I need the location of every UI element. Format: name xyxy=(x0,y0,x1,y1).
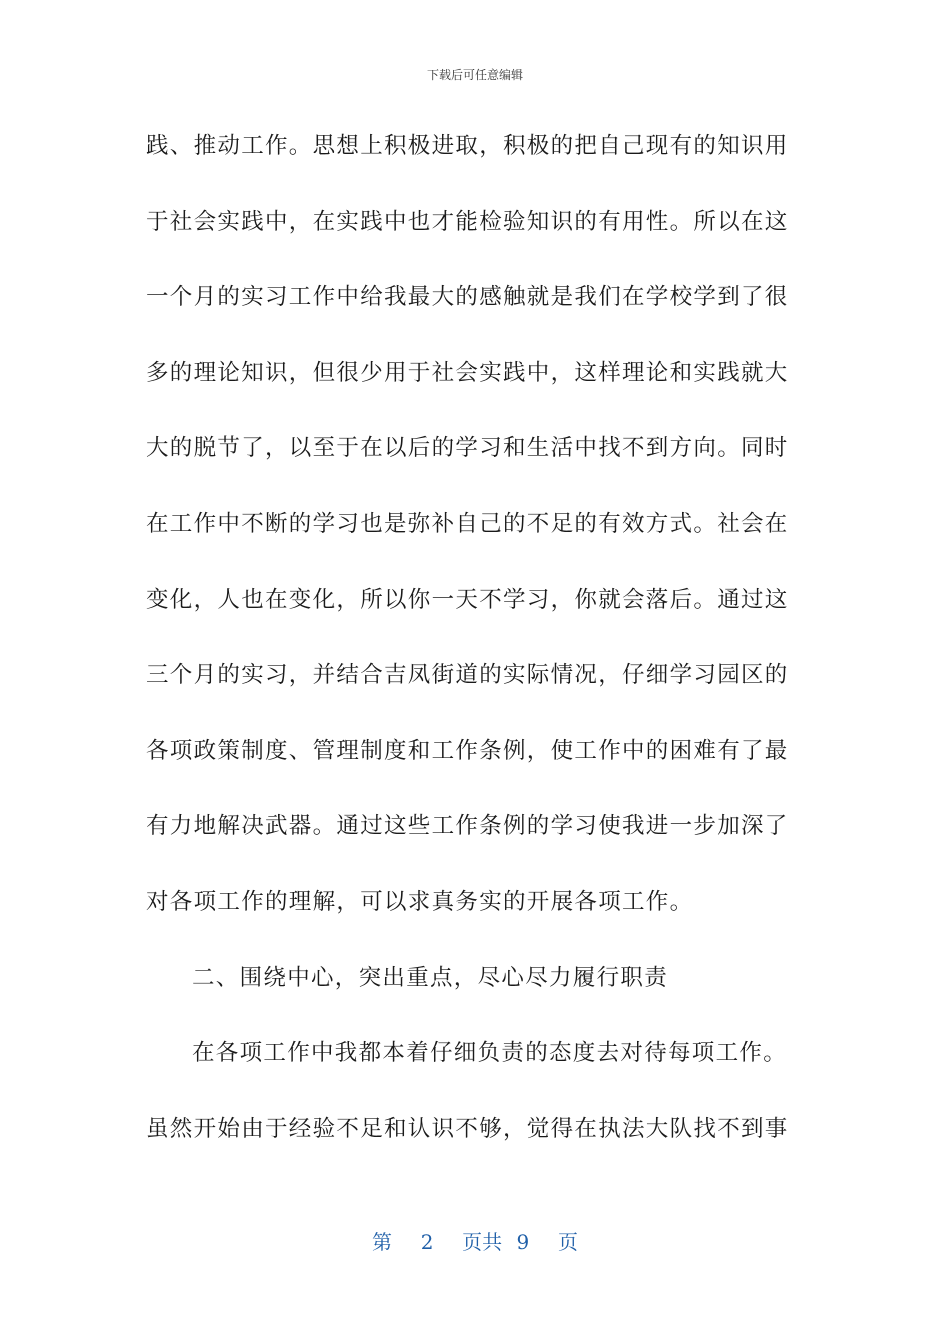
document-body xyxy=(146,122,806,1180)
paragraph-line: 在各项工作中我都本着仔细负责的态度去对待每项工作。 xyxy=(192,1040,788,1067)
paragraph-line: 有力地解决武器。通过这些工作条例的学习使我进一步加深了 xyxy=(146,813,789,840)
section-heading: 二、围绕中心，突出重点，尽心尽力履行职责 xyxy=(192,964,669,991)
paragraph-line: 多的理论知识，但很少用于社会实践中，这样理论和实践就大 xyxy=(146,359,789,386)
paragraph-line: 变化，人也在变化，所以你一天不学习，你就会落后。通过这 xyxy=(146,586,789,613)
page-footer xyxy=(0,1226,950,1255)
paragraph-line: 践、推动工作。思想上积极进取，积极的把自己现有的知识用 xyxy=(146,133,789,159)
paragraph-line: 虽然开始由于经验不足和认识不够，觉得在执法大队找不到事 xyxy=(146,1115,789,1142)
paragraph-line: 三个月的实习，并结合吉凤街道的实际情况，仔细学习园区的 xyxy=(146,662,789,689)
paragraph-line: 在工作中不断的学习也是弥补自己的不足的有效方式。社会在 xyxy=(146,510,789,537)
paragraph-line: 各项政策制度、管理制度和工作条例，使工作中的困难有了最 xyxy=(146,737,789,764)
page-header: 下载后可任意编辑 xyxy=(426,68,523,82)
paragraph-line: 对各项工作的理解，可以求真务实的开展各项工作。 xyxy=(146,888,694,915)
paragraph-line: 一个月的实习工作中给我最大的感触就是我们在学校学到了很 xyxy=(146,284,789,311)
page-number: 第 2 页共 9 页 xyxy=(372,1230,578,1254)
paragraph-line: 大的脱节了，以至于在以后的学习和生活中找不到方向。同时 xyxy=(146,435,789,462)
paragraph-line: 于社会实践中，在实践中也才能检验知识的有用性。所以在这 xyxy=(146,208,789,235)
